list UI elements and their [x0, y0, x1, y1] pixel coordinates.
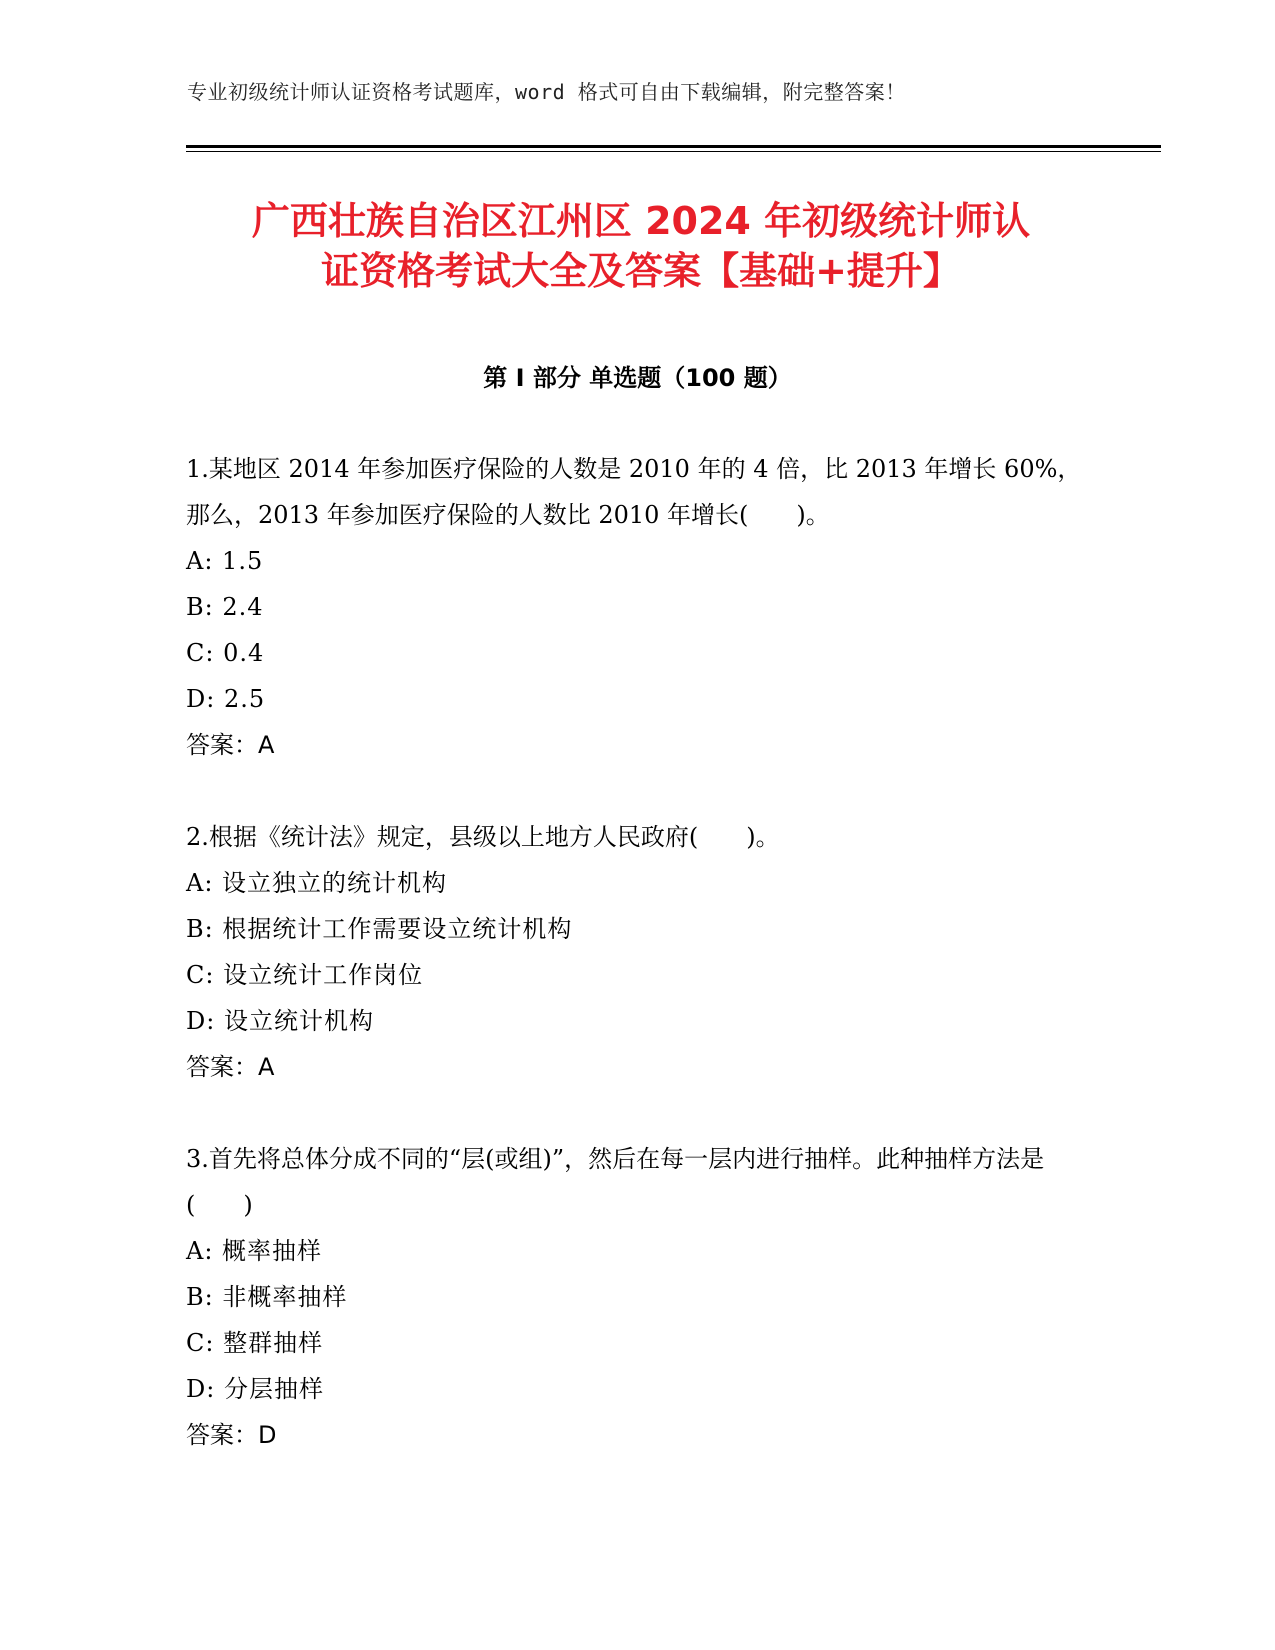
title-line-2: 证资格考试大全及答案【基础+提升】 — [321, 249, 961, 293]
option-c: C: 0.4 — [186, 639, 265, 667]
option-c: C: 设立统计工作岗位 — [186, 961, 424, 989]
section-heading: 第 I 部分 单选题（100 题） — [483, 364, 792, 392]
answer-line: 答案：A — [186, 731, 275, 759]
question-1 — [186, 446, 1086, 768]
question-stem: 2.根据《统计法》规定，县级以上地方人民政府( )。 — [186, 823, 780, 851]
question-3 — [186, 1136, 1086, 1458]
question-list — [186, 446, 1086, 1504]
option-a: A: 概率抽样 — [186, 1237, 323, 1265]
header-note: 专业初级统计师认证资格考试题库，word 格式可自由下载编辑，附完整答案！ — [187, 80, 906, 104]
document-title — [186, 196, 1096, 296]
title-line-1: 广西壮族自治区江州区 2024 年初级统计师认 — [251, 199, 1031, 243]
option-c: C: 整群抽样 — [186, 1329, 324, 1357]
option-b: B: 根据统计工作需要设立统计机构 — [186, 915, 573, 943]
question-2 — [186, 814, 1086, 1090]
header-divider-thin — [186, 151, 1161, 152]
option-a: A: 设立独立的统计机构 — [186, 869, 448, 897]
option-b: B: 2.4 — [186, 593, 264, 621]
option-a: A: 1.5 — [186, 547, 264, 575]
answer-line: 答案：A — [186, 1053, 275, 1081]
option-d: D: 设立统计机构 — [186, 1007, 374, 1035]
header-divider-thick — [186, 145, 1161, 148]
option-d: D: 分层抽样 — [186, 1375, 324, 1403]
answer-line: 答案：D — [186, 1421, 277, 1449]
question-stem: 3.首先将总体分成不同的“层(或组)”，然后在每一层内进行抽样。此种抽样方法是( ) — [186, 1145, 1045, 1219]
option-b: B: 非概率抽样 — [186, 1283, 348, 1311]
option-d: D: 2.5 — [186, 685, 266, 713]
question-stem: 1.某地区 2014 年参加医疗保险的人数是 2010 年的 4 倍，比 2013 年增长 60%，那么，2013 年参加医疗保险的人数比 2010 年增长( )。 — [186, 455, 1082, 529]
